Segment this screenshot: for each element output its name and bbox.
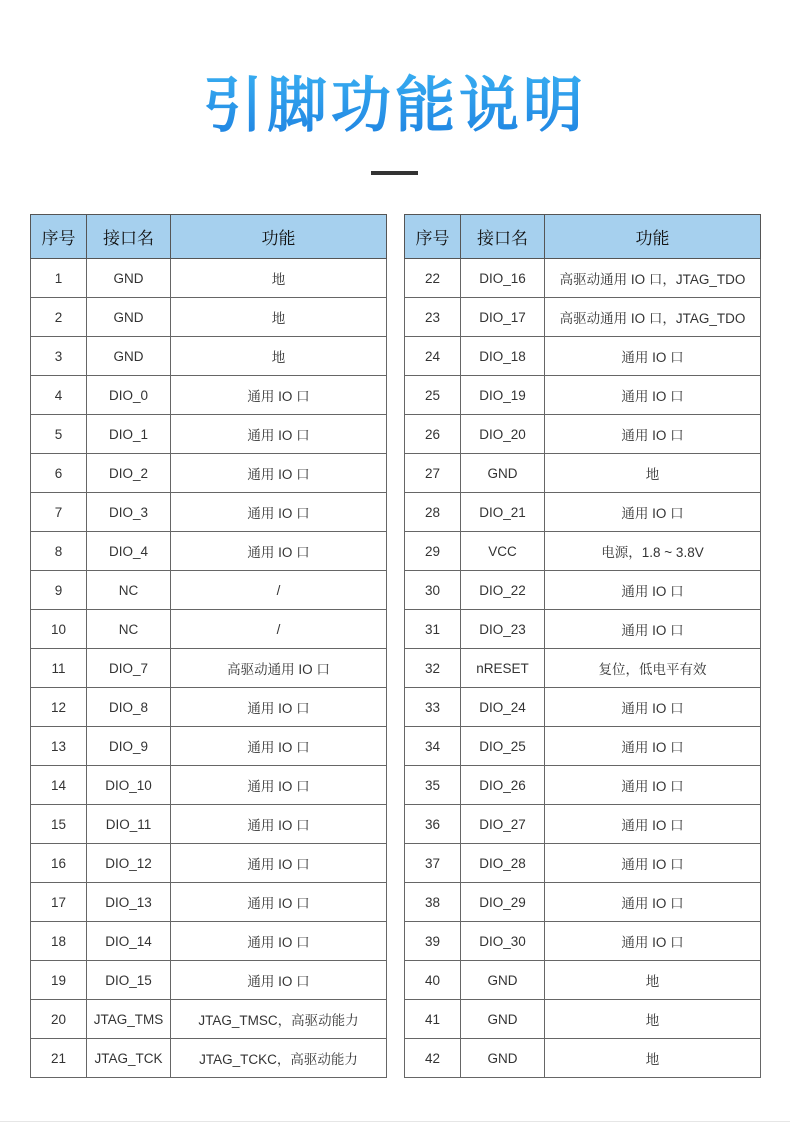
- pin-seq-cell: 4: [31, 376, 87, 415]
- pin-func-cell: /: [171, 610, 387, 649]
- page-title: 引脚功能说明: [0, 66, 790, 146]
- pin-func-cell: 地: [545, 454, 761, 493]
- pin-seq-cell: 11: [31, 649, 87, 688]
- pin-port-cell: DIO_12: [87, 844, 171, 883]
- table-row: [405, 571, 761, 610]
- pin-seq-cell: 23: [405, 298, 461, 337]
- pin-func-cell: 通用 IO 口: [545, 727, 761, 766]
- pin-port-cell: DIO_15: [87, 961, 171, 1000]
- pin-func-cell: 通用 IO 口: [171, 727, 387, 766]
- pin-port-cell: DIO_3: [87, 493, 171, 532]
- table-row: [31, 961, 387, 1000]
- pin-seq-cell: 19: [31, 961, 87, 1000]
- pin-port-cell: DIO_0: [87, 376, 171, 415]
- table-row: [405, 376, 761, 415]
- pin-func-cell: 通用 IO 口: [171, 766, 387, 805]
- header-seq: 序号: [405, 215, 461, 259]
- table-row: [31, 571, 387, 610]
- pin-func-cell: 通用 IO 口: [171, 961, 387, 1000]
- pin-port-cell: JTAG_TCK: [87, 1039, 171, 1078]
- pin-port-cell: DIO_25: [461, 727, 545, 766]
- table-row: [31, 805, 387, 844]
- table-row: [405, 493, 761, 532]
- pin-port-cell: DIO_17: [461, 298, 545, 337]
- pin-func-cell: 地: [171, 259, 387, 298]
- pin-func-cell: 电源，1.8 ~ 3.8V: [545, 532, 761, 571]
- table-row: [405, 922, 761, 961]
- table-row: [31, 727, 387, 766]
- pin-port-cell: NC: [87, 610, 171, 649]
- pin-seq-cell: 16: [31, 844, 87, 883]
- pin-port-cell: DIO_20: [461, 415, 545, 454]
- pin-port-cell: DIO_8: [87, 688, 171, 727]
- pin-seq-cell: 27: [405, 454, 461, 493]
- pin-port-cell: DIO_13: [87, 883, 171, 922]
- pin-func-cell: 通用 IO 口: [545, 337, 761, 376]
- pin-func-cell: 地: [545, 1000, 761, 1039]
- pin-seq-cell: 42: [405, 1039, 461, 1078]
- pin-table-right: [404, 214, 761, 1078]
- pin-func-cell: 通用 IO 口: [171, 922, 387, 961]
- pin-seq-cell: 22: [405, 259, 461, 298]
- pin-func-cell: JTAG_TMSC，高驱动能力: [171, 1000, 387, 1039]
- table-row: [405, 337, 761, 376]
- pin-func-cell: 地: [171, 337, 387, 376]
- pin-port-cell: DIO_14: [87, 922, 171, 961]
- table-row: [31, 532, 387, 571]
- pin-seq-cell: 13: [31, 727, 87, 766]
- pin-seq-cell: 12: [31, 688, 87, 727]
- pin-seq-cell: 24: [405, 337, 461, 376]
- pin-table-left: [30, 214, 387, 1078]
- pin-seq-cell: 15: [31, 805, 87, 844]
- pin-func-cell: 通用 IO 口: [545, 766, 761, 805]
- pin-seq-cell: 26: [405, 415, 461, 454]
- pin-func-cell: 通用 IO 口: [545, 571, 761, 610]
- pin-port-cell: GND: [87, 259, 171, 298]
- pin-seq-cell: 31: [405, 610, 461, 649]
- pin-seq-cell: 38: [405, 883, 461, 922]
- pin-seq-cell: 14: [31, 766, 87, 805]
- pin-func-cell: 通用 IO 口: [171, 493, 387, 532]
- pin-port-cell: DIO_29: [461, 883, 545, 922]
- pin-port-cell: DIO_28: [461, 844, 545, 883]
- pin-seq-cell: 39: [405, 922, 461, 961]
- table-row: [31, 922, 387, 961]
- bottom-divider: [0, 1121, 790, 1122]
- pin-seq-cell: 25: [405, 376, 461, 415]
- pin-seq-cell: 18: [31, 922, 87, 961]
- pin-port-cell: DIO_11: [87, 805, 171, 844]
- table-row: [405, 415, 761, 454]
- pin-seq-cell: 37: [405, 844, 461, 883]
- table-row: [405, 727, 761, 766]
- table-row: [31, 844, 387, 883]
- pin-port-cell: DIO_22: [461, 571, 545, 610]
- pin-port-cell: DIO_19: [461, 376, 545, 415]
- pin-func-cell: 高驱动通用 IO 口: [171, 649, 387, 688]
- pin-seq-cell: 17: [31, 883, 87, 922]
- pin-port-cell: DIO_27: [461, 805, 545, 844]
- table-row: [31, 493, 387, 532]
- table-row: [405, 844, 761, 883]
- pin-port-cell: DIO_9: [87, 727, 171, 766]
- pin-port-cell: DIO_30: [461, 922, 545, 961]
- pin-port-cell: NC: [87, 571, 171, 610]
- table-row: [405, 961, 761, 1000]
- pin-seq-cell: 36: [405, 805, 461, 844]
- pin-seq-cell: 9: [31, 571, 87, 610]
- title-divider: [371, 171, 418, 175]
- table-header-row: [31, 215, 387, 259]
- header-func: 功能: [171, 215, 387, 259]
- header-port: 接口名: [87, 215, 171, 259]
- table-row: [31, 337, 387, 376]
- pin-seq-cell: 35: [405, 766, 461, 805]
- header-func: 功能: [545, 215, 761, 259]
- table-row: [31, 1000, 387, 1039]
- pin-port-cell: DIO_21: [461, 493, 545, 532]
- table-row: [405, 766, 761, 805]
- pin-seq-cell: 7: [31, 493, 87, 532]
- table-row: [405, 298, 761, 337]
- pin-port-cell: nRESET: [461, 649, 545, 688]
- pin-port-cell: DIO_1: [87, 415, 171, 454]
- pin-func-cell: 通用 IO 口: [545, 883, 761, 922]
- table-row: [31, 883, 387, 922]
- pin-func-cell: 高驱动通用 IO 口，JTAG_TDO: [545, 259, 761, 298]
- pin-seq-cell: 1: [31, 259, 87, 298]
- pin-seq-cell: 33: [405, 688, 461, 727]
- pin-port-cell: DIO_23: [461, 610, 545, 649]
- table-row: [31, 298, 387, 337]
- pin-func-cell: 通用 IO 口: [545, 688, 761, 727]
- pin-seq-cell: 20: [31, 1000, 87, 1039]
- table-row: [405, 454, 761, 493]
- pin-func-cell: 地: [545, 961, 761, 1000]
- pin-func-cell: 通用 IO 口: [545, 844, 761, 883]
- pin-seq-cell: 3: [31, 337, 87, 376]
- pin-func-cell: 通用 IO 口: [171, 415, 387, 454]
- pin-port-cell: DIO_2: [87, 454, 171, 493]
- pin-func-cell: 通用 IO 口: [171, 688, 387, 727]
- pin-func-cell: 高驱动通用 IO 口，JTAG_TDO: [545, 298, 761, 337]
- pin-func-cell: 通用 IO 口: [545, 415, 761, 454]
- pin-func-cell: 通用 IO 口: [171, 805, 387, 844]
- pin-port-cell: GND: [87, 337, 171, 376]
- pin-func-cell: 通用 IO 口: [545, 805, 761, 844]
- table-row: [405, 259, 761, 298]
- table-row: [31, 376, 387, 415]
- table-row: [31, 415, 387, 454]
- pin-seq-cell: 10: [31, 610, 87, 649]
- table-row: [31, 688, 387, 727]
- pin-seq-cell: 5: [31, 415, 87, 454]
- pin-port-cell: DIO_7: [87, 649, 171, 688]
- table-row: [31, 610, 387, 649]
- pin-port-cell: DIO_18: [461, 337, 545, 376]
- pin-port-cell: DIO_16: [461, 259, 545, 298]
- pin-port-cell: DIO_26: [461, 766, 545, 805]
- pin-func-cell: JTAG_TCKC，高驱动能力: [171, 1039, 387, 1078]
- table-row: [405, 805, 761, 844]
- pin-seq-cell: 34: [405, 727, 461, 766]
- pin-seq-cell: 21: [31, 1039, 87, 1078]
- pin-func-cell: 通用 IO 口: [171, 532, 387, 571]
- table-row: [31, 1039, 387, 1078]
- pin-func-cell: 通用 IO 口: [545, 493, 761, 532]
- pin-port-cell: DIO_4: [87, 532, 171, 571]
- pin-port-cell: GND: [461, 1000, 545, 1039]
- pin-port-cell: GND: [461, 961, 545, 1000]
- pin-seq-cell: 29: [405, 532, 461, 571]
- pin-func-cell: 地: [545, 1039, 761, 1078]
- pin-port-cell: DIO_24: [461, 688, 545, 727]
- pin-seq-cell: 41: [405, 1000, 461, 1039]
- pin-seq-cell: 40: [405, 961, 461, 1000]
- table-row: [31, 259, 387, 298]
- pin-port-cell: GND: [461, 454, 545, 493]
- pin-port-cell: GND: [461, 1039, 545, 1078]
- pin-func-cell: 通用 IO 口: [545, 922, 761, 961]
- header-seq: 序号: [31, 215, 87, 259]
- pin-func-cell: /: [171, 571, 387, 610]
- pin-func-cell: 通用 IO 口: [545, 376, 761, 415]
- pin-port-cell: DIO_10: [87, 766, 171, 805]
- table-row: [31, 454, 387, 493]
- table-row: [31, 766, 387, 805]
- pin-seq-cell: 6: [31, 454, 87, 493]
- table-row: [405, 610, 761, 649]
- pin-port-cell: JTAG_TMS: [87, 1000, 171, 1039]
- pin-func-cell: 通用 IO 口: [171, 883, 387, 922]
- pin-port-cell: GND: [87, 298, 171, 337]
- pin-func-cell: 通用 IO 口: [171, 376, 387, 415]
- pin-seq-cell: 30: [405, 571, 461, 610]
- table-header-row: [405, 215, 761, 259]
- pin-func-cell: 通用 IO 口: [545, 610, 761, 649]
- pin-func-cell: 通用 IO 口: [171, 844, 387, 883]
- pin-func-cell: 复位，低电平有效: [545, 649, 761, 688]
- table-row: [405, 1039, 761, 1078]
- header-port: 接口名: [461, 215, 545, 259]
- table-row: [405, 532, 761, 571]
- table-row: [405, 1000, 761, 1039]
- table-row: [405, 688, 761, 727]
- table-row: [31, 649, 387, 688]
- pin-seq-cell: 2: [31, 298, 87, 337]
- pin-seq-cell: 32: [405, 649, 461, 688]
- pin-port-cell: VCC: [461, 532, 545, 571]
- table-row: [405, 883, 761, 922]
- pin-seq-cell: 28: [405, 493, 461, 532]
- pin-seq-cell: 8: [31, 532, 87, 571]
- pin-func-cell: 通用 IO 口: [171, 454, 387, 493]
- table-row: [405, 649, 761, 688]
- pin-func-cell: 地: [171, 298, 387, 337]
